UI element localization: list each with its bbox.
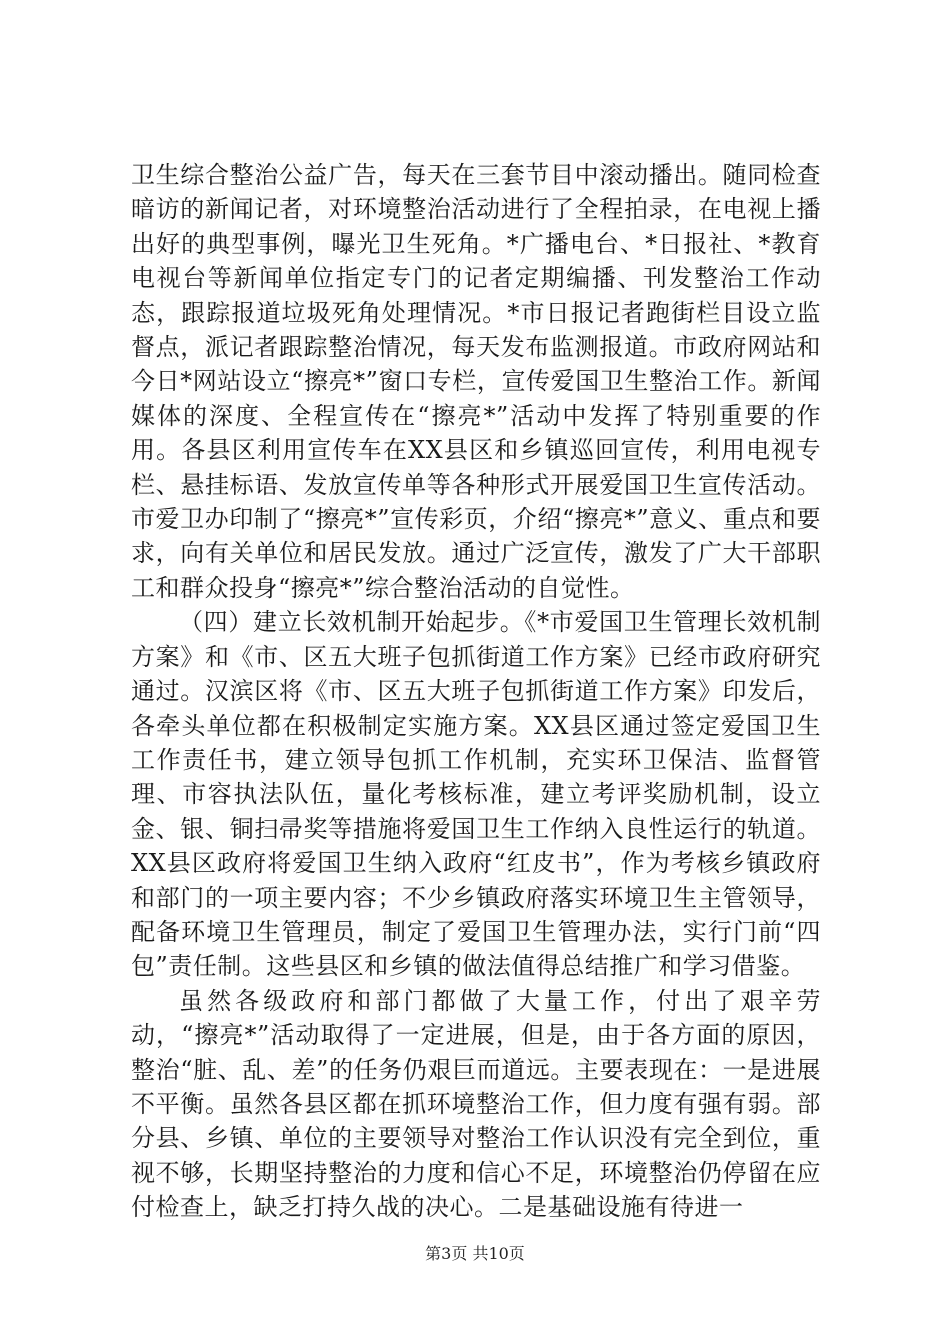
document-body xyxy=(131,158,821,1225)
paragraph-continuation: 卫生综合整治公益广告，每天在三套节目中滚动播出。随同检查暗访的新闻记者，对环境整治活动进行了全程拍录，在电视上播出好的典型事例，曝光卫生死角。*广播电台、*日报社、*教育电视台等新闻单位指定专门的记者定期编播、刊发整治工作动态，跟踪报道垃圾死角处理情况。*市日报记者跑街栏目设立监督点，派记者跟踪整治情况，每天发布监测报道。市政府网站和今日*网站设立“擦亮*”窗口专栏，宣传爱国卫生整治工作。新闻媒体的深度、全程宣传在“擦亮*”活动中发挥了特别重要的作用。各县区利用宣传车在XX县区和乡镇巡回宣传，利用电视专栏、悬挂标语、发放宣传单等各种形式开展爱国卫生宣传活动。市爱卫办印制了“擦亮*”宣传彩页，介绍“擦亮*”意义、重点和要求，向有关单位和居民发放。通过广泛宣传，激发了广大干部职工和群众投身“擦亮*”综合整治活动的自觉性。 xyxy=(131,161,821,602)
page-number-footer: 第3页 共10页 xyxy=(425,1244,525,1263)
paragraph-problems: 虽然各级政府和部门都做了大量工作，付出了艰辛劳动，“擦亮*”活动取得了一定进展，但是，由于各方面的原因，整治“脏、乱、差”的任务仍艰巨而道远。主要表现在：一是进展不平衡。虽然各县区都在抓环境整治工作，但力度有强有弱。部分县、乡镇、单位的主要领导对整治工作认识没有完全到位，重视不够，长期坚持整治的力度和信心不足，环境整治仍停留在应付检查上，缺乏打持久战的决心。二是基础设施有待进一 xyxy=(131,986,821,1222)
paragraph-long-term-mechanism: （四）建立长效机制开始起步。《*市爱国卫生管理长效机制方案》和《市、区五大班子包抓街道工作方案》已经市政府研究通过。汉滨区将《市、区五大班子包抓街道工作方案》印发后，各牵头单位都在积极制定实施方案。XX县区通过签定爱国卫生工作责任书，建立领导包抓工作机制，充实环卫保洁、监督管理、市容执法队伍，量化考核标准，建立考评奖励机制，设立金、银、铜扫帚奖等措施将爱国卫生工作纳入良性运行的轨道。XX县区政府将爱国卫生纳入政府“红皮书”，作为考核乡镇政府和部门的一项主要内容；不少乡镇政府落实环境卫生主管领导，配备环境卫生管理员，制定了爱国卫生管理办法，实行门前“四包”责任制。这些县区和乡镇的做法值得总结推广和学习借鉴。 xyxy=(131,608,821,981)
